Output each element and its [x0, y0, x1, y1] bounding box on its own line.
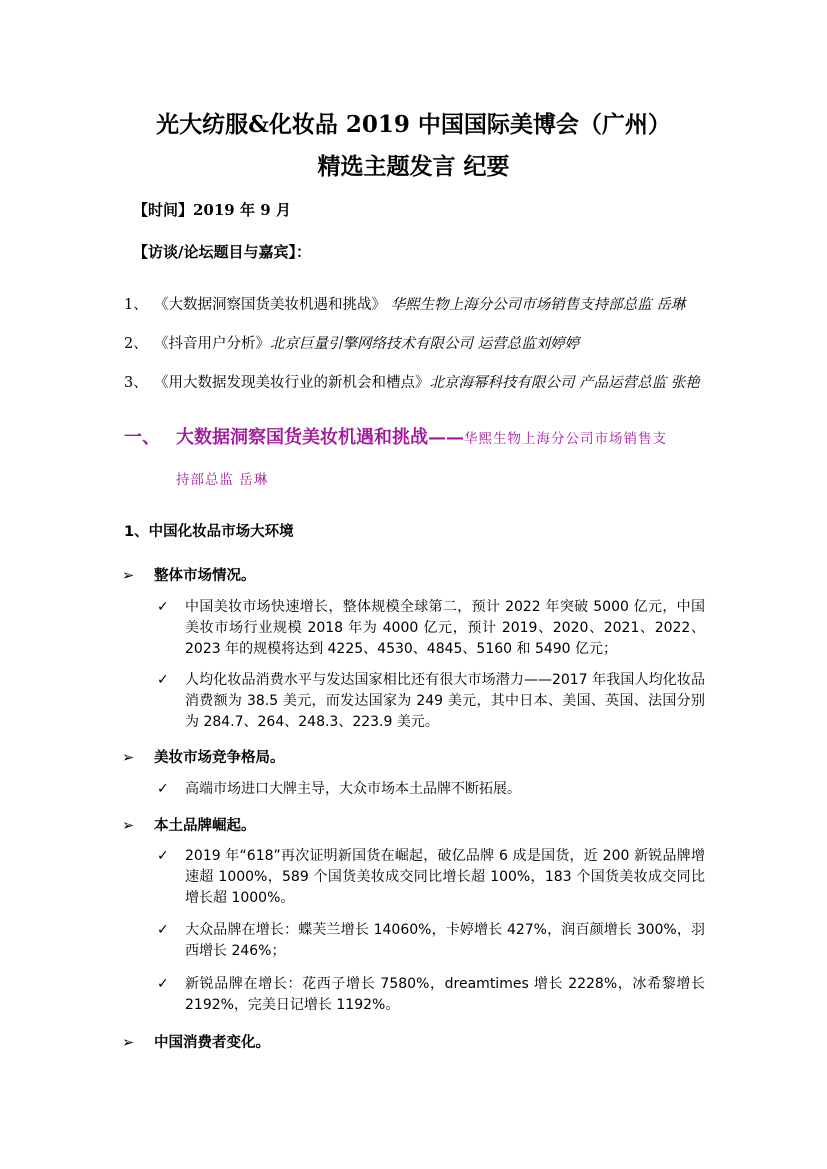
talk-speaker: 北京巨量引擎网络技术有限公司 运营总监刘婷婷 — [270, 336, 580, 352]
arrow-bullet-icon: ➢ — [122, 1035, 135, 1051]
bullet-label: 整体市场情况。 — [154, 568, 256, 584]
checkmark-icon: ✓ — [157, 848, 169, 864]
bullet-heading — [122, 746, 285, 767]
arrow-bullet-icon: ➢ — [122, 568, 135, 584]
list-item-text: 高端市场进口大牌主导，大众市场本土品牌不断拓展。 — [185, 781, 521, 797]
list-item-text: 大众品牌在增长：蝶芙兰增长 14060%，卡婷增长 427%，润百颜增长 300%，羽西增长 246%； — [185, 922, 705, 959]
list-item — [157, 779, 705, 800]
talk-number: 1、 — [124, 297, 148, 313]
list-item-text: 2019 年“618”再次证明新国货在崛起，破亿品牌 6 成是国货，近 200 新锐品牌增速超 1000%，589 个国货美妆成交同比增长超 100%，183 个国货美妆成交同比增长超 1000%。 — [185, 848, 705, 906]
list-item — [157, 846, 705, 909]
list-item — [157, 974, 705, 1016]
bullet-heading — [122, 814, 256, 835]
checkmark-icon: ✓ — [157, 672, 169, 688]
talk-item — [124, 332, 579, 353]
list-item — [157, 597, 705, 660]
list-item-text: 新锐品牌在增长：花西子增长 7580%，dreamtimes 增长 2228%，冰希黎增长 2192%，完美日记增长 1192%。 — [185, 976, 705, 1013]
talk-item — [124, 293, 685, 314]
bullet-heading — [122, 1031, 270, 1052]
list-item-text: 中国美妆市场快速增长，整体规模全球第二，预计 2022 年突破 5000 亿元，中国美妆市场行业规模 2018 年为 4000 亿元，预计 2019、2020、2021、2022、2023 年的规模将达到 4225、4530、4845、5160 和 5490 亿元； — [185, 599, 705, 657]
section-title: 大数据洞察国货美妆机遇和挑战—— — [176, 427, 464, 448]
talk-number: 3、 — [124, 375, 148, 391]
checkmark-icon: ✓ — [157, 781, 169, 797]
bullet-label: 美妆市场竞争格局。 — [154, 750, 285, 766]
subsection-heading: 1、中国化妆品市场大环境 — [124, 524, 294, 540]
list-item — [157, 920, 705, 962]
talk-item — [124, 371, 700, 392]
document-subtitle: 精选主题发言 纪要 — [317, 153, 510, 180]
talk-number: 2、 — [124, 336, 148, 352]
checkmark-icon: ✓ — [157, 976, 169, 992]
list-item-text: 人均化妆品消费水平与发达国家相比还有很大市场潜力——2017 年我国人均化妆品消费额为 38.5 美元，而发达国家为 249 美元，其中日本、美国、英国、法国分别为 284.7、264、248.3、223.9 美元。 — [185, 672, 705, 730]
checkmark-icon: ✓ — [157, 922, 169, 938]
section-number: 一、 — [124, 427, 160, 448]
bullet-heading — [122, 564, 256, 585]
topics-heading: 【访谈/论坛题目与嘉宾】： — [133, 243, 311, 261]
bullet-label: 本土品牌崛起。 — [154, 818, 256, 834]
arrow-bullet-icon: ➢ — [122, 750, 135, 766]
bullet-label: 中国消费者变化。 — [154, 1035, 270, 1051]
time-line: 【时间】2019 年 9 月 — [133, 201, 291, 219]
talk-title: 《用大数据发现美妆行业的新机会和槽点》 — [154, 375, 430, 391]
section-speaker: 华熙生物上海分公司市场销售支 — [464, 431, 667, 447]
section-speaker-continued: 持部总监 岳琳 — [176, 472, 269, 488]
section-heading — [124, 423, 667, 449]
talk-title: 《大数据洞察国货美妆机遇和挑战》 — [154, 297, 386, 313]
list-item — [157, 670, 705, 733]
arrow-bullet-icon: ➢ — [122, 818, 135, 834]
checkmark-icon: ✓ — [157, 599, 169, 615]
document-title: 光大纺服&化妆品 2019 中国国际美博会（广州） — [156, 111, 671, 138]
talk-title: 《抖音用户分析》 — [154, 336, 270, 352]
talk-speaker: 华熙生物上海分公司市场销售支持部总监 岳琳 — [386, 297, 686, 313]
talk-speaker: 北京海幂科技有限公司 产品运营总监 张艳 — [429, 375, 700, 391]
